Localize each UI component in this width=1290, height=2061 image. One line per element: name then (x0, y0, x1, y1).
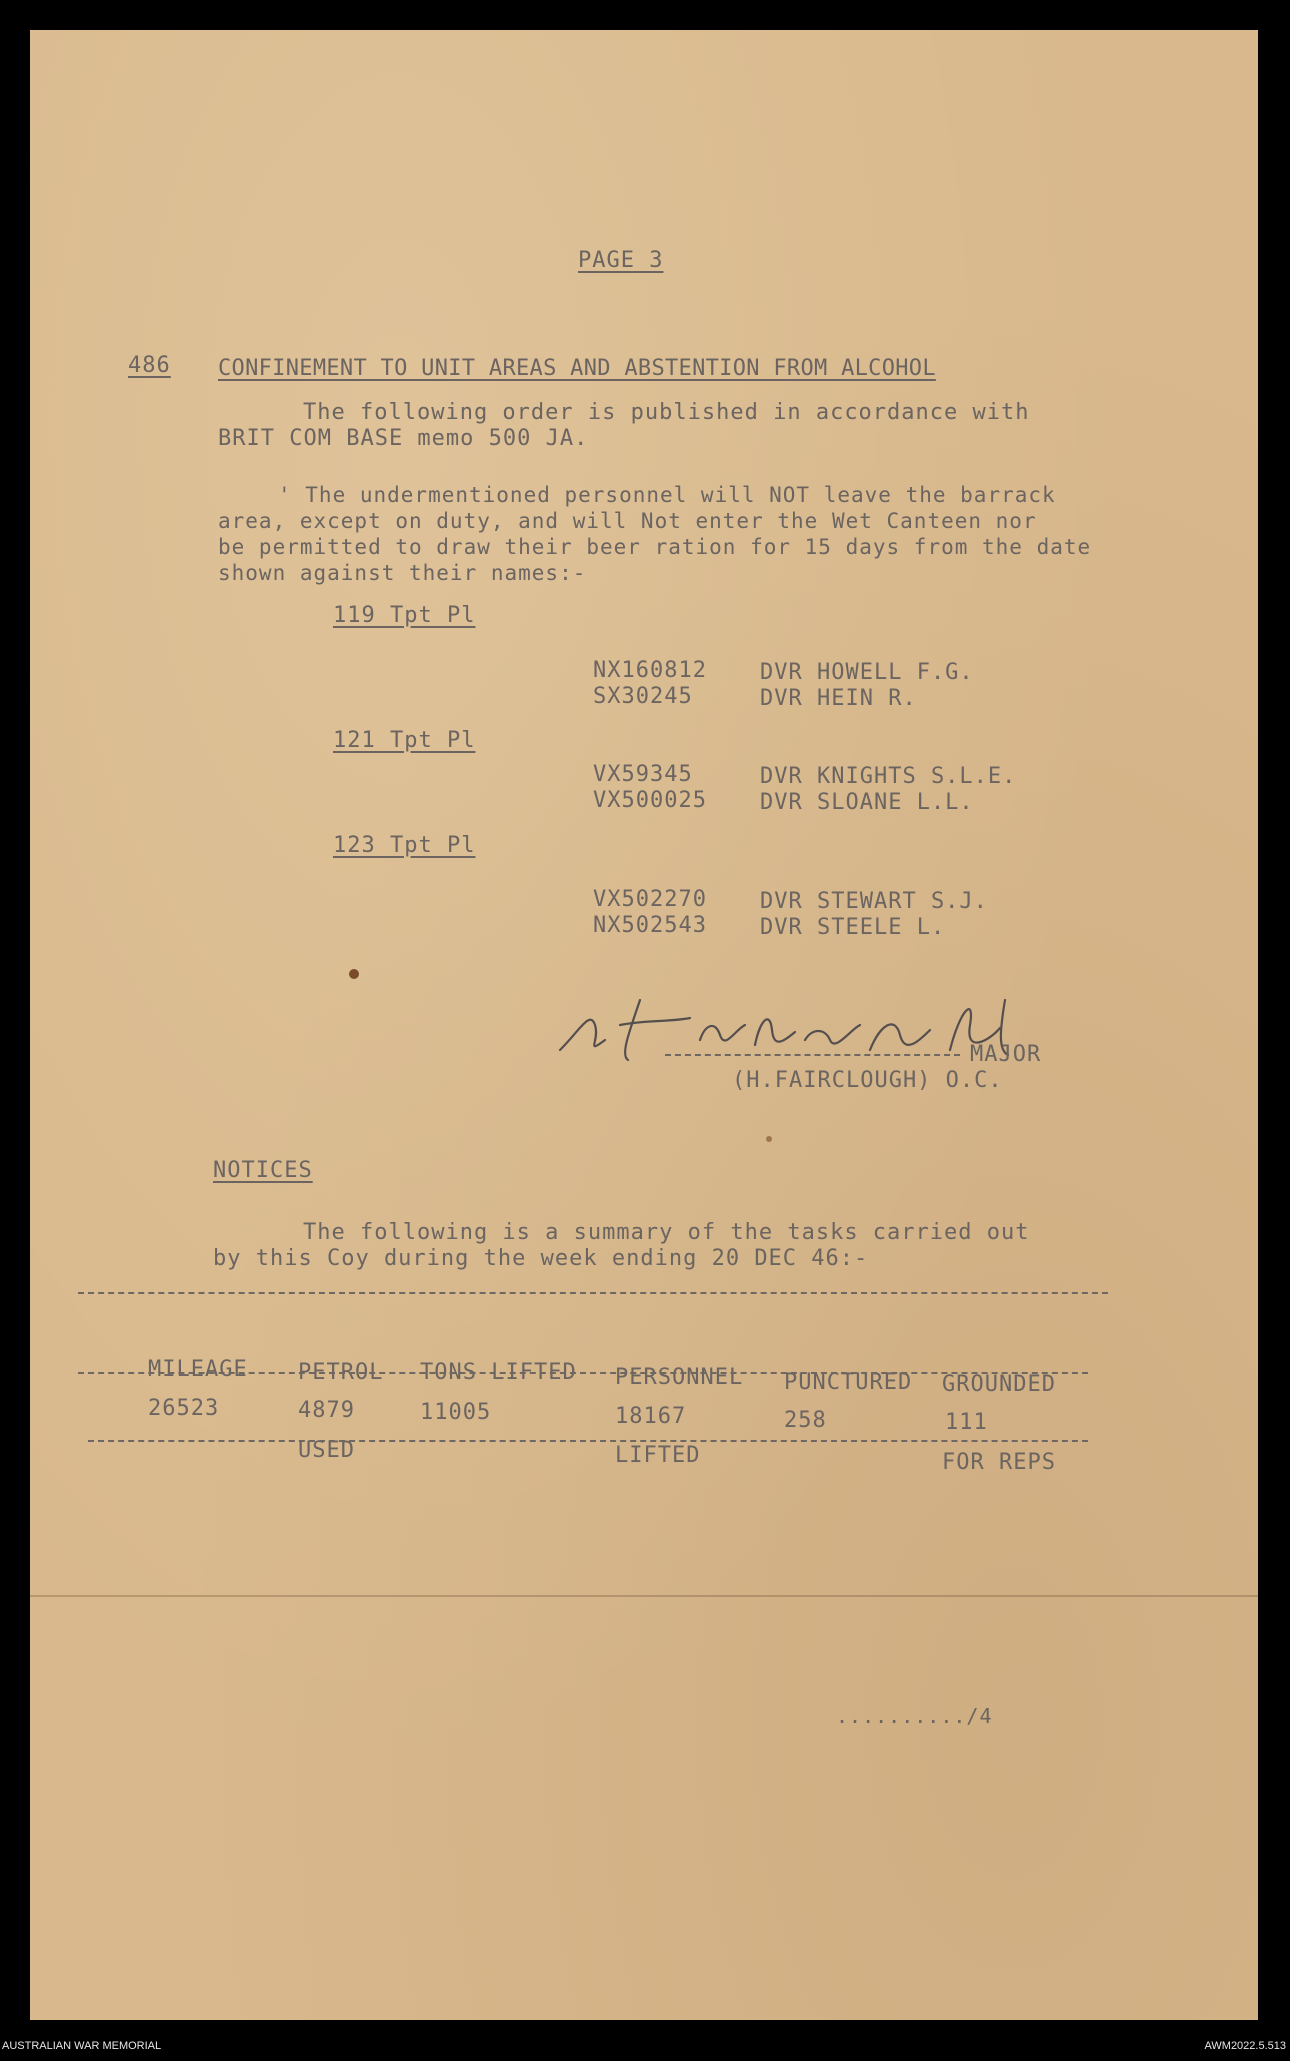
personnel-name: DVR HOWELL F.G. (760, 660, 974, 685)
platoon-name: 119 Tpt Pl (333, 603, 476, 628)
order-line-2: area, except on duty, and will Not enter the Wet Canteen nor (218, 509, 1037, 533)
order-line-3: be permitted to draw their beer ration for 15 days from the date (218, 535, 1092, 559)
signature-name: (H.FAIRCLOUGH) O.C. (732, 1068, 1003, 1093)
personnel-name: DVR SLOANE L.L. (760, 790, 974, 815)
document-page (30, 30, 1258, 2020)
personnel-number: NX502543 (593, 913, 707, 938)
table-header-line: TONS LIFTED (420, 1360, 577, 1385)
ink-spot (349, 969, 359, 979)
signature-rank: MAJOR (970, 1042, 1042, 1067)
order-line-1: ' The undermentioned personnel will NOT leave the barrack (278, 483, 1056, 507)
table-header-line: FOR REPS (942, 1450, 1056, 1475)
personnel-number: SX30245 (593, 684, 693, 709)
personnel-name: DVR STEWART S.J. (760, 889, 988, 914)
table-header-line: LIFTED (615, 1443, 701, 1468)
intro-line-1: The following order is published in accordance with (303, 400, 1030, 425)
paper-fold (30, 1595, 1258, 1597)
personnel-name: DVR STEELE L. (760, 915, 946, 940)
notices-line-2: by this Coy during the week ending 20 DEC 46:- (213, 1246, 869, 1271)
archive-credit: AUSTRALIAN WAR MEMORIAL (2, 2040, 162, 2052)
table-header-line: MILEAGE (148, 1357, 248, 1382)
table-header-line: USED (298, 1438, 355, 1463)
table-cell: 4879 (298, 1398, 355, 1423)
personnel-number: NX160812 (593, 658, 707, 683)
archive-reference: AWM2022.5.513 (1204, 2040, 1286, 2052)
platoon-name: 121 Tpt Pl (333, 728, 476, 753)
notices-title: NOTICES (213, 1158, 313, 1183)
table-header-line: PERSONNEL (615, 1365, 744, 1390)
table-header (420, 1308, 577, 1490)
personnel-name: DVR KNIGHTS S.L.E. (760, 764, 1017, 789)
table-cell: 11005 (420, 1400, 492, 1425)
page-heading: PAGE 3 (578, 248, 664, 273)
section-title: CONFINEMENT TO UNIT AREAS AND ABSTENTION FROM ALCOHOL (218, 356, 936, 381)
table-header-line: PUNCTURED (784, 1370, 913, 1395)
signature-line (665, 1054, 960, 1056)
personnel-number: VX500025 (593, 788, 707, 813)
personnel-number: VX502270 (593, 887, 707, 912)
table-cell: 18167 (615, 1404, 687, 1429)
table-rule (88, 1440, 1088, 1442)
section-number: 486 (128, 353, 171, 378)
table-cell: 111 (945, 1410, 988, 1435)
order-line-4: shown against their names:- (218, 561, 587, 585)
intro-line-2: BRIT COM BASE memo 500 JA. (218, 426, 589, 451)
personnel-number: VX59345 (593, 762, 693, 787)
table-rule (78, 1292, 1108, 1294)
notices-line-1: The following is a summary of the tasks carried out (303, 1220, 1030, 1245)
platoon-name: 123 Tpt Pl (333, 833, 476, 858)
table-rule (78, 1372, 1088, 1374)
table-header-line: PETROL (298, 1360, 384, 1385)
continuation-marker: ........../4 (836, 1704, 993, 1728)
table-cell: 258 (784, 1408, 827, 1433)
table-cell: 26523 (148, 1396, 220, 1421)
table-header-line: GROUNDED (942, 1372, 1056, 1397)
personnel-name: DVR HEIN R. (760, 686, 917, 711)
ink-spot (766, 1136, 772, 1142)
